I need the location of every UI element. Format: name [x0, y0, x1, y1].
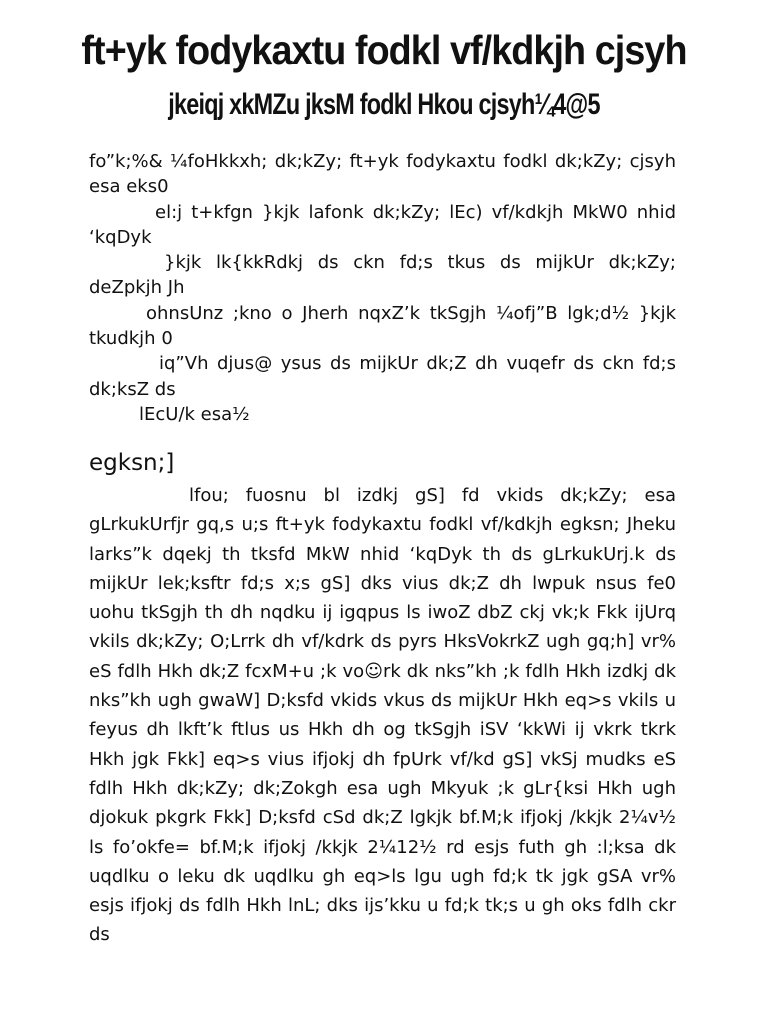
subject-line: fo”k;%& ¼foHkkxh; dk;kZy; ft+yk fodykaxtu fodkl dk;kZy; cjsyh esa eks0: [89, 151, 676, 198]
document-subtitle: jkeiqj xkMZu jksM fodkl Hkou cjsyh¼4@5: [168, 88, 600, 121]
subject-line: lEcU/k esa½: [139, 403, 250, 425]
body-paragraph: lfou; fuosnu bl izdkj gS] fd vkids dk;kZy; esa gLrkukUrfjr gq,s u;s ft+yk fodykaxtu fodkl vf/kdkjh egksn; Jheku larks”k dqekj th tksfd MkW nhid ‘kqDyk th ds gLrkukUrj.k ds mijkUr lek;ksftr fd;s x;s gS] dks vius dk;Z dh lwpuk nsus fe0 uohu tkSgjh th dh nqdku ij igqpus ls iwoZ dbZ ckj vk;k Fkk ijUrq vkils dk;kZy; O;Lrrk dh vf/kdrk ds pyrs HksVokrkZ ugh gq;h] vr% eS fdlh Hkh dk;Z fcxM+u ;k vo☺rk dk nks”kh ;k fdlh Hkh izdkj dk nks”kh ugh gwaW] D;ksfd vkids vkus ds mijkUr Hkh eq>s vkils u feyus dh lkft’k ftlus us Hkh dh og tkSgjh iSV ‘kkWi ij vkrk tkrk Hkh jgk Fkk] eq>s vius ifjokj dh fpUrk vf/kd gS] vkSj mudks eS fdlh Hkh dk;kZy; dk;Zokgh esa ugh Mkyuk ;k gLr{ksi Hkh ugh djokuk pkgrk Fkk] D;ksfd cSd dk;Z lgkjk bf.M;k ifjokj /kkjk 2¼v½ ls fo’okfe= bf.M;k ifjokj /kkjk 2¼12½ rd esjs futh gh :l;ksa dk uqdlku o leku dk uqdlku gh eq>ls lgu ugh fd;k tk jgk gSA vr% esjs ifjokj ds fdlh Hkh lnL; dks ijs’kku u fd;k tk;s u gh oks fdlh ckr ds: [89, 485, 676, 946]
subject-line: el:j t+kfgn }kjk lafonk dk;kZy; lEc) vf/kdkjh MkW0 nhid ‘kqDyk: [89, 201, 676, 248]
subject-block: [89, 149, 676, 427]
salutation: egksn;]: [89, 450, 175, 476]
subject-line: }kjk lk{kkRdkj ds ckn fd;s tkus ds mijkUr dk;kZy; deZpkjh Jh: [89, 252, 676, 299]
subject-line: iq”Vh djus@ ysus ds mijkUr dk;Z dh vuqefr ds ckn fd;s dk;ksZ ds: [89, 353, 676, 400]
subject-line: ohnsUnz ;kno o Jherh nqxZ’k tkSgjh ¼ofj”B lgk;d½ }kjk tkudkjh 0: [89, 302, 676, 350]
letter-body: [89, 481, 676, 950]
document-title: ft+yk fodykaxtu fodkl vf/kdkjh cjsyh: [81, 27, 687, 73]
